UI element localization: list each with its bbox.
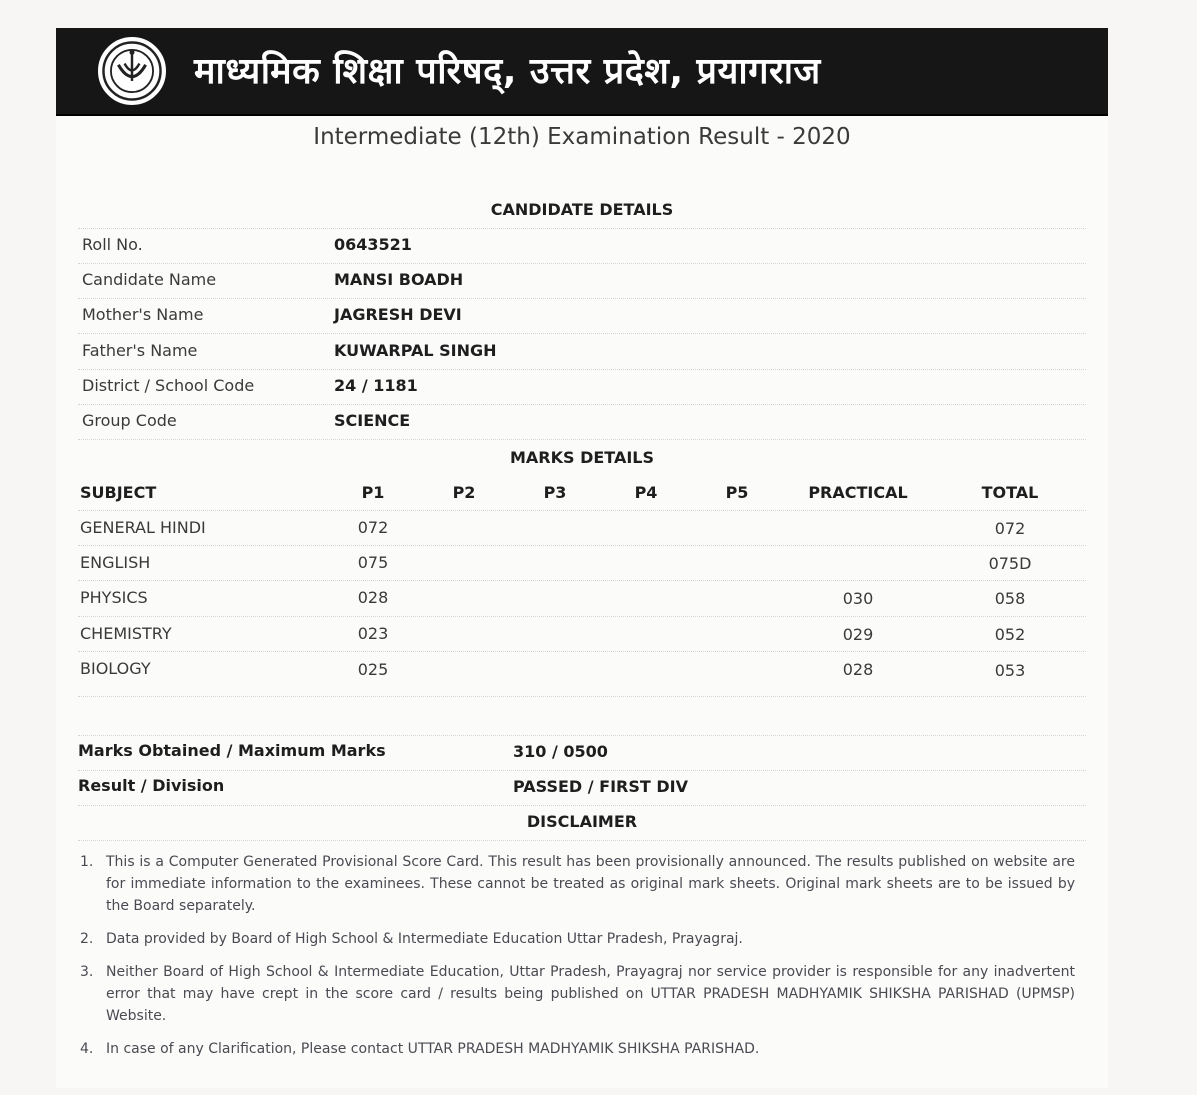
disclaimer-item: 3. Neither Board of High School & Intermediate Education, Uttar Pradesh, Prayagraj nor service provider is responsible for any inadvertent error that may have crept in the score card / results being published on UTTAR PRADESH MADHYAMIK SHIKSHA PARISHAD (UPMSP) Website. [80,964,1075,1024]
district-school-code-value: 24 / 1181 [334,376,418,395]
divider [78,545,1086,546]
divider [78,228,1086,229]
result-division-value: PASSED / FIRST DIV [513,777,688,796]
total-cell: 072 [994,519,1026,538]
col-total: TOTAL [981,483,1039,502]
district-school-code-label: District / School Code [82,376,255,395]
disclaimer-item: 2. Data provided by Board of High School & Intermediate Education Uttar Pradesh, Prayagraj. [80,931,743,947]
col-p5: P5 [725,483,749,502]
divider [78,369,1086,370]
divider [78,580,1086,581]
total-cell: 053 [994,661,1026,680]
p1-cell: 025 [357,660,389,679]
total-cell: 052 [994,625,1026,644]
marks-obtained-value: 310 / 0500 [513,742,608,761]
upmsp-emblem-icon [98,37,166,105]
subject-general-hindi: GENERAL HINDI [80,518,206,537]
p1-cell: 023 [357,624,389,643]
col-subject: SUBJECT [80,483,157,502]
candidate-name-label: Candidate Name [82,270,217,289]
practical-cell: 029 [842,625,874,644]
divider [78,805,1086,806]
divider [78,840,1086,841]
mother-name-value: JAGRESH DEVI [334,305,462,324]
divider [78,439,1086,440]
board-header [56,28,1108,116]
divider [78,510,1086,511]
divider [78,298,1086,299]
subject-physics: PHYSICS [80,588,148,607]
col-practical: PRACTICAL [808,483,908,502]
divider [78,333,1086,334]
candidate-details-heading: CANDIDATE DETAILS [490,200,674,219]
subject-chemistry: CHEMISTRY [80,624,172,643]
total-cell: 058 [994,589,1026,608]
divider [78,616,1086,617]
roll-no-label: Roll No. [82,235,143,254]
divider [78,735,1086,736]
candidate-name-value: MANSI BOADH [334,270,464,289]
practical-cell: 028 [842,660,874,679]
p1-cell: 028 [357,588,389,607]
divider [78,770,1086,771]
father-name-label: Father's Name [82,341,198,360]
divider [78,404,1086,405]
disclaimer-list [80,851,1075,1071]
disclaimer-item: 4. In case of any Clarification, Please contact UTTAR PRADESH MADHYAMIK SHIKSHA PARISHAD. [80,1041,760,1057]
divider [78,263,1086,264]
col-p2: P2 [452,483,476,502]
disclaimer-heading: DISCLAIMER [526,812,638,831]
practical-cell: 030 [842,589,874,608]
marks-obtained-label: Marks Obtained / Maximum Marks [78,741,386,760]
col-p3: P3 [543,483,567,502]
result-sheet [56,28,1108,1088]
roll-no-value: 0643521 [334,235,412,254]
father-name-value: KUWARPAL SINGH [334,341,497,360]
group-code-label: Group Code [82,411,177,430]
board-title: माध्यमिक शिक्षा परिषद्, उत्तर प्रदेश, प्रयागराज [194,51,821,92]
exam-title: Intermediate (12th) Examination Result - 2020 [313,124,851,150]
group-code-value: SCIENCE [334,411,411,430]
marks-details-heading: MARKS DETAILS [509,448,655,467]
result-division-label: Result / Division [78,776,225,795]
disclaimer-item: 1. This is a Computer Generated Provisional Score Card. This result has been provisionally announced. The results published on website are for immediate information to the examinees. These cannot be treated as original mark sheets. Original mark sheets are to be issued by the Board separately. [80,854,1075,914]
divider [78,696,1086,697]
p1-cell: 075 [357,553,389,572]
p1-cell: 072 [357,518,389,537]
subject-english: ENGLISH [80,553,151,572]
col-p1: P1 [361,483,385,502]
mother-name-label: Mother's Name [82,305,204,324]
col-p4: P4 [634,483,658,502]
divider [78,651,1086,652]
total-cell: 075D [988,554,1032,573]
subject-biology: BIOLOGY [80,659,151,678]
